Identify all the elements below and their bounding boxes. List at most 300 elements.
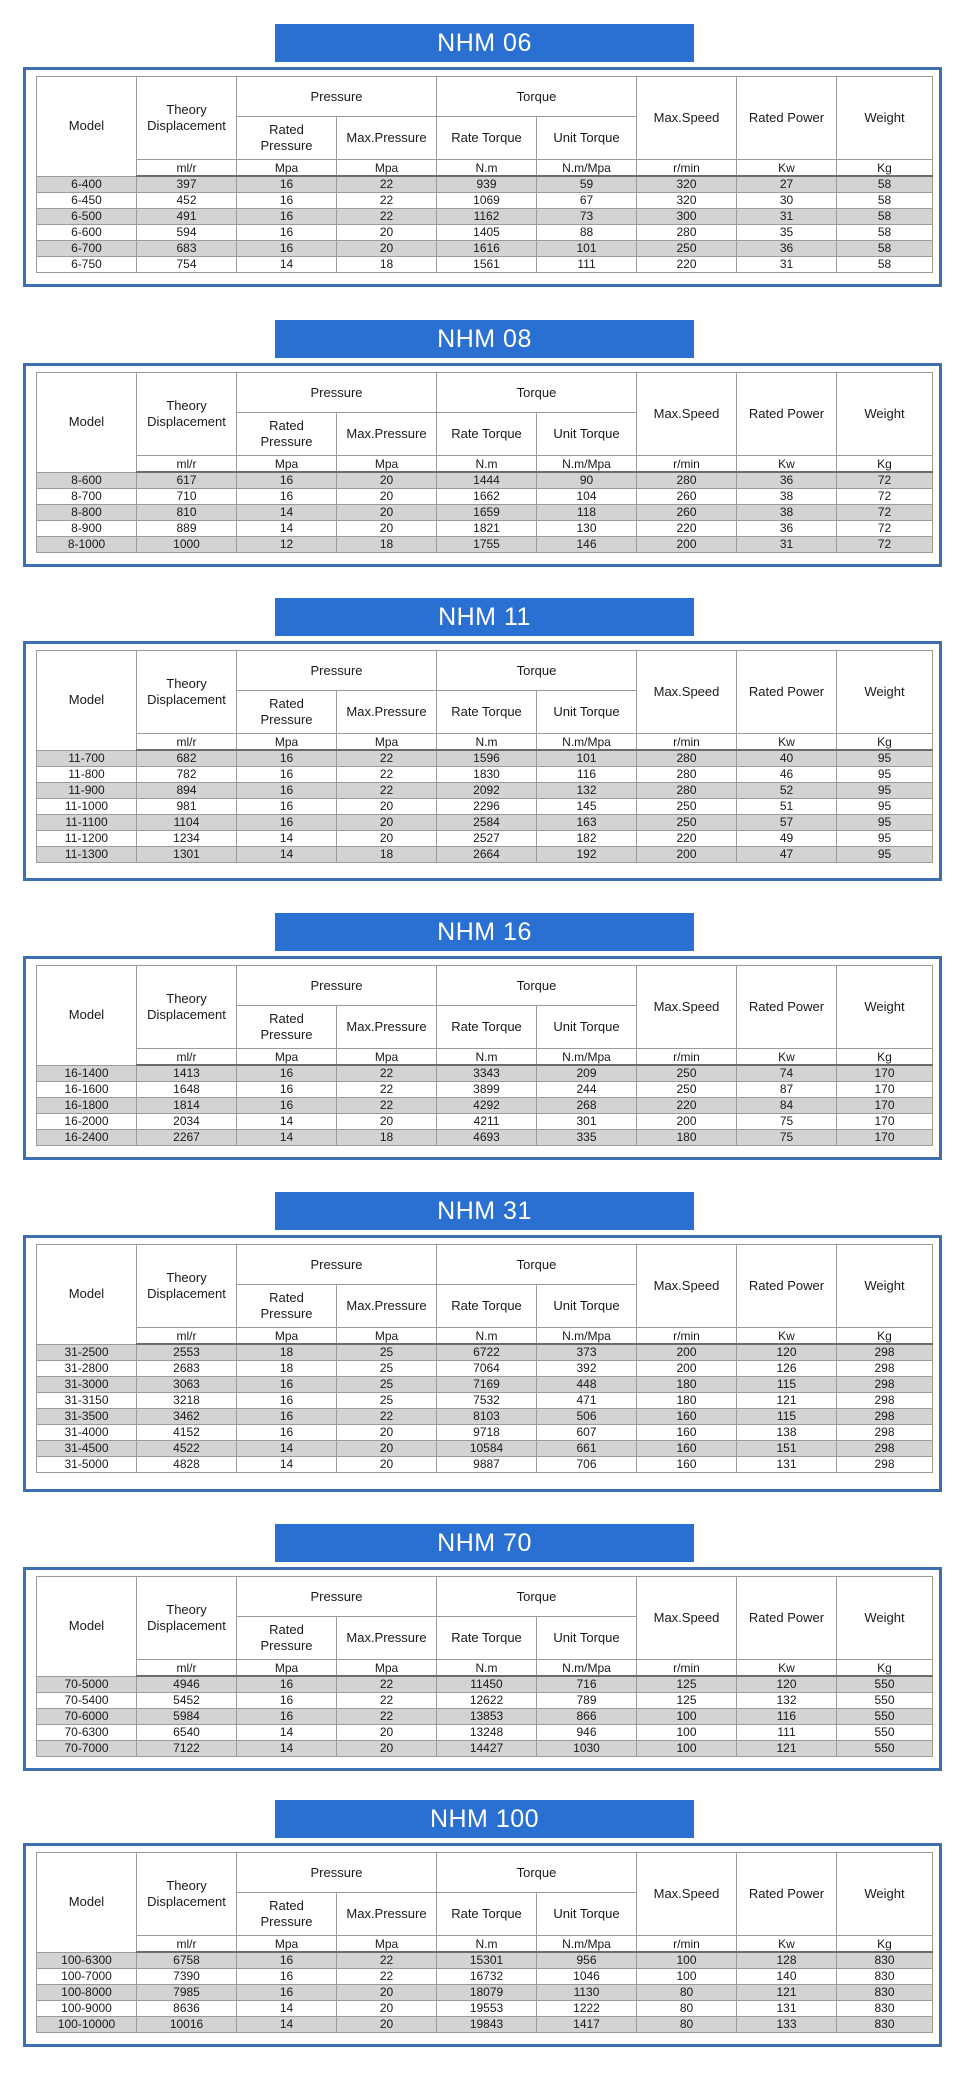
cell-rate-torque: 1662 — [437, 489, 537, 505]
cell-model: 31-3000 — [37, 1377, 137, 1393]
table-row — [37, 537, 933, 553]
header-rated-power: Rated Power — [737, 966, 837, 1049]
cell-model: 70-6300 — [37, 1725, 137, 1741]
cell-rate-torque: 3343 — [437, 1065, 537, 1082]
cell-max-pressure: 20 — [337, 2001, 437, 2017]
cell-model: 11-700 — [37, 750, 137, 767]
cell-unit-torque: 335 — [537, 1130, 637, 1146]
cell-model: 6-400 — [37, 176, 137, 193]
cell-model: 31-4500 — [37, 1441, 137, 1457]
section-title: NHM 08 — [275, 320, 694, 358]
cell-rated-power: 120 — [737, 1676, 837, 1693]
cell-rate-torque: 1069 — [437, 193, 537, 209]
cell-unit-torque: 192 — [537, 847, 637, 863]
cell-model: 11-1200 — [37, 831, 137, 847]
cell-model: 16-1400 — [37, 1065, 137, 1082]
cell-rated-pressure: 14 — [237, 505, 337, 521]
cell-max-pressure: 20 — [337, 815, 437, 831]
cell-rate-torque: 19843 — [437, 2017, 537, 2033]
header-weight: Weight — [837, 1577, 933, 1660]
header-theory-displacement: Theory Displacement — [137, 651, 237, 734]
cell-max-pressure: 20 — [337, 1441, 437, 1457]
header-torque: Torque — [437, 651, 637, 691]
cell-weight: 298 — [837, 1361, 933, 1377]
table-row — [37, 831, 933, 847]
cell-unit-torque: 956 — [537, 1952, 637, 1969]
cell-rated-power: 38 — [737, 489, 837, 505]
cell-unit-torque: 118 — [537, 505, 637, 521]
cell-displacement: 782 — [137, 767, 237, 783]
table-row — [37, 1709, 933, 1725]
cell-rated-pressure: 16 — [237, 209, 337, 225]
cell-unit-torque: 607 — [537, 1425, 637, 1441]
header-torque: Torque — [437, 77, 637, 117]
cell-unit-torque: 1030 — [537, 1741, 637, 1757]
cell-unit-torque: 182 — [537, 831, 637, 847]
cell-displacement: 4828 — [137, 1457, 237, 1473]
cell-displacement: 710 — [137, 489, 237, 505]
cell-unit-torque: 145 — [537, 799, 637, 815]
unit-cell: ml/r — [137, 734, 237, 751]
cell-rate-torque: 1596 — [437, 750, 537, 767]
cell-weight: 298 — [837, 1425, 933, 1441]
cell-rate-torque: 9887 — [437, 1457, 537, 1473]
table-row — [37, 2017, 933, 2033]
unit-cell: Mpa — [337, 456, 437, 473]
cell-displacement: 682 — [137, 750, 237, 767]
header-model: Model — [37, 1245, 137, 1345]
cell-rate-torque: 15301 — [437, 1952, 537, 1969]
unit-cell: N.m — [437, 1660, 537, 1677]
header-rated-pressure: Rated Pressure — [237, 1285, 337, 1328]
unit-cell: r/min — [637, 1049, 737, 1066]
unit-cell: N.m/Mpa — [537, 456, 637, 473]
cell-max-pressure: 20 — [337, 799, 437, 815]
header-torque: Torque — [437, 1853, 637, 1893]
cell-weight: 298 — [837, 1344, 933, 1361]
cell-rated-pressure: 14 — [237, 521, 337, 537]
cell-max-speed: 250 — [637, 799, 737, 815]
table-row — [37, 1065, 933, 1082]
unit-cell: r/min — [637, 1328, 737, 1345]
unit-cell: Mpa — [237, 1660, 337, 1677]
table-row — [37, 209, 933, 225]
spec-table — [36, 1244, 933, 1473]
unit-cell: N.m/Mpa — [537, 1049, 637, 1066]
cell-max-speed: 180 — [637, 1377, 737, 1393]
cell-rated-pressure: 14 — [237, 1441, 337, 1457]
cell-unit-torque: 88 — [537, 225, 637, 241]
cell-rated-power: 121 — [737, 1393, 837, 1409]
header-rate-torque: Rate Torque — [437, 691, 537, 734]
cell-displacement: 452 — [137, 193, 237, 209]
header-unit-torque: Unit Torque — [537, 691, 637, 734]
cell-unit-torque: 111 — [537, 257, 637, 273]
cell-max-speed: 220 — [637, 831, 737, 847]
header-model: Model — [37, 1853, 137, 1953]
cell-rated-pressure: 14 — [237, 1725, 337, 1741]
cell-displacement: 1234 — [137, 831, 237, 847]
header-torque: Torque — [437, 373, 637, 413]
cell-rated-pressure: 14 — [237, 1130, 337, 1146]
cell-max-speed: 220 — [637, 257, 737, 273]
cell-max-speed: 80 — [637, 1985, 737, 2001]
cell-rated-pressure: 16 — [237, 489, 337, 505]
header-rated-power: Rated Power — [737, 1577, 837, 1660]
cell-max-pressure: 25 — [337, 1344, 437, 1361]
header-rated-pressure: Rated Pressure — [237, 1617, 337, 1660]
cell-max-pressure: 18 — [337, 1130, 437, 1146]
unit-cell: N.m/Mpa — [537, 1936, 637, 1953]
cell-max-pressure: 22 — [337, 767, 437, 783]
cell-displacement: 981 — [137, 799, 237, 815]
header-theory-displacement: Theory Displacement — [137, 1577, 237, 1660]
cell-model: 6-450 — [37, 193, 137, 209]
unit-cell: N.m/Mpa — [537, 1328, 637, 1345]
unit-cell: Mpa — [337, 1936, 437, 1953]
cell-model: 70-6000 — [37, 1709, 137, 1725]
cell-rated-pressure: 16 — [237, 1377, 337, 1393]
unit-cell: Kg — [837, 1049, 933, 1066]
cell-max-speed: 180 — [637, 1393, 737, 1409]
cell-max-pressure: 22 — [337, 1952, 437, 1969]
header-rate-torque: Rate Torque — [437, 413, 537, 456]
cell-model: 16-2000 — [37, 1114, 137, 1130]
cell-rate-torque: 11450 — [437, 1676, 537, 1693]
cell-displacement: 397 — [137, 176, 237, 193]
cell-unit-torque: 392 — [537, 1361, 637, 1377]
header-model: Model — [37, 651, 137, 751]
cell-rated-pressure: 14 — [237, 831, 337, 847]
table-row — [37, 1676, 933, 1693]
cell-rated-pressure: 16 — [237, 225, 337, 241]
header-rated-pressure: Rated Pressure — [237, 1893, 337, 1936]
cell-rate-torque: 2527 — [437, 831, 537, 847]
units-row — [37, 1936, 933, 1953]
cell-max-pressure: 22 — [337, 1065, 437, 1082]
unit-cell: N.m — [437, 1936, 537, 1953]
cell-max-pressure: 22 — [337, 1082, 437, 1098]
cell-rate-torque: 8103 — [437, 1409, 537, 1425]
cell-weight: 58 — [837, 193, 933, 209]
table-row — [37, 2001, 933, 2017]
section-title: NHM 16 — [275, 913, 694, 951]
cell-unit-torque: 1222 — [537, 2001, 637, 2017]
section-title: NHM 31 — [275, 1192, 694, 1230]
header-unit-torque: Unit Torque — [537, 413, 637, 456]
cell-max-speed: 260 — [637, 505, 737, 521]
cell-displacement: 10016 — [137, 2017, 237, 2033]
cell-max-speed: 280 — [637, 783, 737, 799]
header-model: Model — [37, 77, 137, 177]
table-row — [37, 1693, 933, 1709]
cell-max-speed: 180 — [637, 1130, 737, 1146]
cell-rated-pressure: 18 — [237, 1361, 337, 1377]
cell-displacement: 3063 — [137, 1377, 237, 1393]
cell-model: 100-9000 — [37, 2001, 137, 2017]
cell-rated-pressure: 16 — [237, 1425, 337, 1441]
unit-cell: Kg — [837, 160, 933, 177]
cell-max-speed: 280 — [637, 767, 737, 783]
header-rated-power: Rated Power — [737, 77, 837, 160]
cell-rated-power: 31 — [737, 537, 837, 553]
cell-max-speed: 250 — [637, 1065, 737, 1082]
cell-rate-torque: 1830 — [437, 767, 537, 783]
cell-rated-power: 133 — [737, 2017, 837, 2033]
cell-max-speed: 260 — [637, 489, 737, 505]
table-row — [37, 783, 933, 799]
cell-model: 8-1000 — [37, 537, 137, 553]
cell-rate-torque: 7169 — [437, 1377, 537, 1393]
table-row — [37, 1741, 933, 1757]
table-row — [37, 225, 933, 241]
header-pressure: Pressure — [237, 966, 437, 1006]
cell-weight: 58 — [837, 241, 933, 257]
cell-rated-pressure: 16 — [237, 799, 337, 815]
cell-rated-pressure: 16 — [237, 1952, 337, 1969]
cell-displacement: 5452 — [137, 1693, 237, 1709]
cell-rated-pressure: 16 — [237, 767, 337, 783]
table-row — [37, 1725, 933, 1741]
unit-cell: Mpa — [337, 734, 437, 751]
unit-cell: N.m/Mpa — [537, 1660, 637, 1677]
cell-max-speed: 280 — [637, 750, 737, 767]
cell-rated-power: 30 — [737, 193, 837, 209]
cell-model: 100-6300 — [37, 1952, 137, 1969]
cell-max-speed: 280 — [637, 472, 737, 489]
header-theory-displacement: Theory Displacement — [137, 1245, 237, 1328]
cell-unit-torque: 716 — [537, 1676, 637, 1693]
header-weight: Weight — [837, 77, 933, 160]
cell-displacement: 1814 — [137, 1098, 237, 1114]
cell-rate-torque: 4292 — [437, 1098, 537, 1114]
unit-cell: Kg — [837, 456, 933, 473]
cell-rate-torque: 6722 — [437, 1344, 537, 1361]
cell-rated-pressure: 14 — [237, 1457, 337, 1473]
cell-rated-power: 52 — [737, 783, 837, 799]
cell-displacement: 4522 — [137, 1441, 237, 1457]
cell-max-pressure: 20 — [337, 225, 437, 241]
cell-displacement: 4152 — [137, 1425, 237, 1441]
unit-cell: N.m — [437, 1049, 537, 1066]
header-pressure: Pressure — [237, 1853, 437, 1893]
cell-max-pressure: 20 — [337, 489, 437, 505]
cell-rated-power: 131 — [737, 1457, 837, 1473]
section-title: NHM 06 — [275, 24, 694, 62]
table-row — [37, 241, 933, 257]
cell-rated-pressure: 16 — [237, 1065, 337, 1082]
cell-rate-torque: 13853 — [437, 1709, 537, 1725]
header-max-pressure: Max.Pressure — [337, 1006, 437, 1049]
cell-weight: 95 — [837, 750, 933, 767]
header-max-pressure: Max.Pressure — [337, 413, 437, 456]
section-title: NHM 11 — [275, 598, 694, 636]
cell-rate-torque: 1659 — [437, 505, 537, 521]
header-pressure: Pressure — [237, 373, 437, 413]
cell-displacement: 8636 — [137, 2001, 237, 2017]
cell-rated-pressure: 16 — [237, 1709, 337, 1725]
cell-rate-torque: 4211 — [437, 1114, 537, 1130]
cell-rate-torque: 2584 — [437, 815, 537, 831]
cell-max-pressure: 20 — [337, 1741, 437, 1757]
header-weight: Weight — [837, 1245, 933, 1328]
table-row — [37, 1114, 933, 1130]
header-max-speed: Max.Speed — [637, 1577, 737, 1660]
cell-unit-torque: 73 — [537, 209, 637, 225]
header-rated-power: Rated Power — [737, 1245, 837, 1328]
header-theory-displacement: Theory Displacement — [137, 966, 237, 1049]
cell-max-speed: 250 — [637, 1082, 737, 1098]
unit-cell: Mpa — [237, 160, 337, 177]
cell-unit-torque: 1130 — [537, 1985, 637, 2001]
cell-displacement: 894 — [137, 783, 237, 799]
cell-rated-power: 121 — [737, 1741, 837, 1757]
unit-cell: Mpa — [337, 1660, 437, 1677]
unit-cell: N.m — [437, 160, 537, 177]
cell-max-speed: 80 — [637, 2001, 737, 2017]
cell-max-speed: 320 — [637, 176, 737, 193]
units-row — [37, 1660, 933, 1677]
table-row — [37, 1361, 933, 1377]
cell-model: 6-750 — [37, 257, 137, 273]
cell-model: 6-500 — [37, 209, 137, 225]
cell-unit-torque: 946 — [537, 1725, 637, 1741]
spec-table — [36, 1576, 933, 1757]
cell-model: 70-5400 — [37, 1693, 137, 1709]
header-max-pressure: Max.Pressure — [337, 1617, 437, 1660]
cell-max-speed: 250 — [637, 241, 737, 257]
cell-unit-torque: 101 — [537, 241, 637, 257]
cell-rate-torque: 1561 — [437, 257, 537, 273]
cell-weight: 95 — [837, 847, 933, 863]
header-max-speed: Max.Speed — [637, 373, 737, 456]
cell-rated-power: 131 — [737, 2001, 837, 2017]
cell-rated-pressure: 16 — [237, 815, 337, 831]
cell-displacement: 3462 — [137, 1409, 237, 1425]
cell-max-speed: 80 — [637, 2017, 737, 2033]
header-rate-torque: Rate Torque — [437, 1006, 537, 1049]
cell-model: 70-5000 — [37, 1676, 137, 1693]
cell-unit-torque: 866 — [537, 1709, 637, 1725]
header-rate-torque: Rate Torque — [437, 117, 537, 160]
table-row — [37, 1098, 933, 1114]
cell-rated-power: 132 — [737, 1693, 837, 1709]
cell-unit-torque: 373 — [537, 1344, 637, 1361]
header-weight: Weight — [837, 1853, 933, 1936]
header-unit-torque: Unit Torque — [537, 1006, 637, 1049]
cell-rated-power: 140 — [737, 1969, 837, 1985]
cell-weight: 830 — [837, 2001, 933, 2017]
cell-max-speed: 125 — [637, 1676, 737, 1693]
cell-max-pressure: 18 — [337, 847, 437, 863]
header-unit-torque: Unit Torque — [537, 1285, 637, 1328]
header-max-speed: Max.Speed — [637, 651, 737, 734]
cell-weight: 95 — [837, 783, 933, 799]
header-pressure: Pressure — [237, 651, 437, 691]
table-row — [37, 489, 933, 505]
header-weight: Weight — [837, 373, 933, 456]
cell-rated-power: 116 — [737, 1709, 837, 1725]
cell-rated-power: 138 — [737, 1425, 837, 1441]
unit-cell: Kw — [737, 1660, 837, 1677]
header-rated-power: Rated Power — [737, 373, 837, 456]
cell-unit-torque: 130 — [537, 521, 637, 537]
cell-max-speed: 280 — [637, 225, 737, 241]
header-torque: Torque — [437, 1245, 637, 1285]
cell-rated-pressure: 16 — [237, 1985, 337, 2001]
unit-cell: Kw — [737, 1328, 837, 1345]
cell-max-pressure: 20 — [337, 521, 437, 537]
cell-rated-pressure: 14 — [237, 1741, 337, 1757]
cell-max-speed: 100 — [637, 1725, 737, 1741]
cell-displacement: 1000 — [137, 537, 237, 553]
cell-model: 16-1800 — [37, 1098, 137, 1114]
cell-rate-torque: 1405 — [437, 225, 537, 241]
cell-rated-power: 74 — [737, 1065, 837, 1082]
header-unit-torque: Unit Torque — [537, 1617, 637, 1660]
cell-rated-pressure: 16 — [237, 783, 337, 799]
unit-cell: Mpa — [237, 456, 337, 473]
header-rate-torque: Rate Torque — [437, 1285, 537, 1328]
cell-model: 11-900 — [37, 783, 137, 799]
unit-cell: Kw — [737, 1936, 837, 1953]
cell-rated-pressure: 16 — [237, 472, 337, 489]
cell-model: 100-7000 — [37, 1969, 137, 1985]
cell-unit-torque: 1417 — [537, 2017, 637, 2033]
cell-weight: 95 — [837, 815, 933, 831]
header-weight: Weight — [837, 966, 933, 1049]
cell-max-speed: 100 — [637, 1709, 737, 1725]
unit-cell: ml/r — [137, 1328, 237, 1345]
cell-weight: 298 — [837, 1409, 933, 1425]
table-row — [37, 505, 933, 521]
cell-weight: 58 — [837, 225, 933, 241]
cell-rated-pressure: 16 — [237, 1969, 337, 1985]
cell-rated-pressure: 14 — [237, 2017, 337, 2033]
cell-max-pressure: 20 — [337, 1985, 437, 2001]
cell-rated-power: 47 — [737, 847, 837, 863]
header-model: Model — [37, 373, 137, 473]
table-row — [37, 750, 933, 767]
cell-max-speed: 220 — [637, 521, 737, 537]
cell-rated-power: 51 — [737, 799, 837, 815]
cell-model: 31-2500 — [37, 1344, 137, 1361]
spec-table — [36, 1852, 933, 2033]
header-max-pressure: Max.Pressure — [337, 691, 437, 734]
header-max-pressure: Max.Pressure — [337, 1285, 437, 1328]
cell-displacement: 6758 — [137, 1952, 237, 1969]
cell-weight: 58 — [837, 176, 933, 193]
cell-displacement: 491 — [137, 209, 237, 225]
header-rate-torque: Rate Torque — [437, 1893, 537, 1936]
cell-max-pressure: 20 — [337, 1457, 437, 1473]
cell-rate-torque: 14427 — [437, 1741, 537, 1757]
unit-cell: ml/r — [137, 1936, 237, 1953]
cell-rated-pressure: 16 — [237, 750, 337, 767]
unit-cell: Mpa — [337, 160, 437, 177]
cell-unit-torque: 59 — [537, 176, 637, 193]
section-title: NHM 70 — [275, 1524, 694, 1562]
cell-unit-torque: 146 — [537, 537, 637, 553]
cell-displacement: 2683 — [137, 1361, 237, 1377]
cell-rated-pressure: 16 — [237, 1676, 337, 1693]
cell-weight: 830 — [837, 1985, 933, 2001]
cell-rated-pressure: 12 — [237, 537, 337, 553]
cell-model: 31-5000 — [37, 1457, 137, 1473]
cell-max-speed: 160 — [637, 1457, 737, 1473]
header-rated-power: Rated Power — [737, 1853, 837, 1936]
unit-cell: N.m — [437, 734, 537, 751]
